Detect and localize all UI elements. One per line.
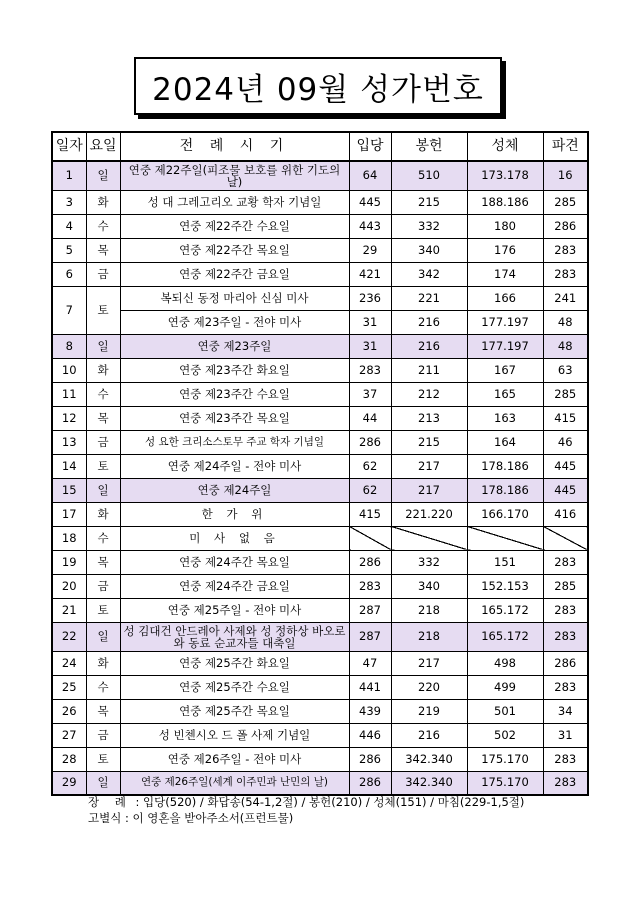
- rite-cell: 연중 제23주간 화요일: [120, 358, 349, 382]
- table-row: [52, 526, 588, 550]
- header-communion: 성체: [467, 132, 543, 161]
- table-row: [52, 358, 588, 382]
- day-cell: 29: [52, 771, 86, 795]
- entrance-cell: 287: [349, 622, 391, 651]
- offertory-cell: 219: [391, 699, 467, 723]
- table-row: [52, 406, 588, 430]
- day-cell: 14: [52, 454, 86, 478]
- weekday-cell: 토: [86, 454, 120, 478]
- header-row: [52, 132, 588, 161]
- weekday-cell: 토: [86, 747, 120, 771]
- header-weekday: 요일: [86, 132, 120, 161]
- weekday-cell: 일: [86, 771, 120, 795]
- rite-cell: 연중 제25주일 - 전야 미사: [120, 598, 349, 622]
- day-cell: 12: [52, 406, 86, 430]
- header-dismissal: 파견: [543, 132, 588, 161]
- communion-cell: 164: [467, 430, 543, 454]
- entrance-cell: 286: [349, 430, 391, 454]
- dismissal-cell: 283: [543, 262, 588, 286]
- day-cell: 28: [52, 747, 86, 771]
- day-cell: 22: [52, 622, 86, 651]
- rite-cell: 연중 제23주간 목요일: [120, 406, 349, 430]
- offertory-cell: 216: [391, 310, 467, 334]
- weekday-cell: 일: [86, 478, 120, 502]
- dismissal-cell: 285: [543, 382, 588, 406]
- communion-cell: 502: [467, 723, 543, 747]
- weekday-cell: 금: [86, 262, 120, 286]
- communion-cell: 152.153: [467, 574, 543, 598]
- communion-cell: 175.170: [467, 747, 543, 771]
- dismissal-cell: 16: [543, 161, 588, 190]
- communion-cell: 166: [467, 286, 543, 310]
- communion-cell: 177.197: [467, 334, 543, 358]
- dismissal-cell: 445: [543, 454, 588, 478]
- communion-cell: 176: [467, 238, 543, 262]
- offertory-cell: 215: [391, 190, 467, 214]
- entrance-cell: 62: [349, 478, 391, 502]
- rite-cell: 성 빈첸시오 드 폴 사제 기념일: [120, 723, 349, 747]
- entrance-cell: 286: [349, 550, 391, 574]
- offertory-cell: 215: [391, 430, 467, 454]
- page-title: 2024년 09월 성가번호: [152, 71, 484, 108]
- entrance-cell: 37: [349, 382, 391, 406]
- communion-cell: 174: [467, 262, 543, 286]
- communion-cell: 165.172: [467, 622, 543, 651]
- dismissal-cell: 63: [543, 358, 588, 382]
- entrance-cell: 286: [349, 747, 391, 771]
- weekday-cell: 수: [86, 526, 120, 550]
- offertory-cell: 510: [391, 161, 467, 190]
- rite-cell: 연중 제26주일(세계 이주민과 난민의 날): [120, 771, 349, 795]
- day-cell: 1: [52, 161, 86, 190]
- communion-cell: 178.186: [467, 454, 543, 478]
- offertory-cell: 212: [391, 382, 467, 406]
- communion-cell: 501: [467, 699, 543, 723]
- day-cell: 19: [52, 550, 86, 574]
- entrance-cell: 44: [349, 406, 391, 430]
- dismissal-cell: 46: [543, 430, 588, 454]
- dismissal-cell: 283: [543, 622, 588, 651]
- day-cell: 25: [52, 675, 86, 699]
- weekday-cell: 목: [86, 550, 120, 574]
- communion-cell: 151: [467, 550, 543, 574]
- table-row: [52, 723, 588, 747]
- rite-cell: 연중 제23주간 수요일: [120, 382, 349, 406]
- table-row: [52, 262, 588, 286]
- rite-cell: 연중 제24주일 - 전야 미사: [120, 454, 349, 478]
- day-cell: 26: [52, 699, 86, 723]
- offertory-cell: 217: [391, 478, 467, 502]
- day-cell: 20: [52, 574, 86, 598]
- footer-farewell-label: 고별식: [88, 811, 122, 825]
- table-row: [52, 334, 588, 358]
- communion-cell: 173.178: [467, 161, 543, 190]
- rite-cell: 연중 제22주간 금요일: [120, 262, 349, 286]
- day-cell: 5: [52, 238, 86, 262]
- table-row: [52, 651, 588, 675]
- dismissal-cell: 285: [543, 190, 588, 214]
- entrance-cell: 31: [349, 310, 391, 334]
- dismissal-cell: 283: [543, 598, 588, 622]
- table-row: [52, 161, 588, 190]
- day-cell: 15: [52, 478, 86, 502]
- offertory-cell: 340: [391, 238, 467, 262]
- entrance-cell: 445: [349, 190, 391, 214]
- day-cell: 21: [52, 598, 86, 622]
- day-cell: 7: [52, 286, 86, 334]
- header-rite: 전 례 시 기: [120, 132, 349, 161]
- weekday-cell: 화: [86, 190, 120, 214]
- rite-cell: 복되신 동정 마리아 신심 미사: [120, 286, 349, 310]
- empty-cell: [349, 526, 391, 550]
- entrance-cell: 47: [349, 651, 391, 675]
- offertory-cell: 332: [391, 214, 467, 238]
- weekday-cell: 목: [86, 238, 120, 262]
- rite-cell: 연중 제23주일: [120, 334, 349, 358]
- hymn-table: [51, 131, 589, 796]
- empty-cell: [467, 526, 543, 550]
- communion-cell: 175.170: [467, 771, 543, 795]
- table-row: [52, 675, 588, 699]
- entrance-cell: 283: [349, 358, 391, 382]
- dismissal-cell: 285: [543, 574, 588, 598]
- weekday-cell: 금: [86, 723, 120, 747]
- dismissal-cell: 48: [543, 334, 588, 358]
- entrance-cell: 287: [349, 598, 391, 622]
- entrance-cell: 64: [349, 161, 391, 190]
- dismissal-cell: 416: [543, 502, 588, 526]
- offertory-cell: 216: [391, 723, 467, 747]
- table-row: [52, 699, 588, 723]
- rite-cell: 연중 제24주간 금요일: [120, 574, 349, 598]
- entrance-cell: 236: [349, 286, 391, 310]
- offertory-cell: 211: [391, 358, 467, 382]
- entrance-cell: 421: [349, 262, 391, 286]
- offertory-cell: 220: [391, 675, 467, 699]
- rite-cell: 연중 제23주일 - 전야 미사: [120, 310, 349, 334]
- empty-cell: [391, 526, 467, 550]
- rite-cell: 성 요한 크리소스토무 주교 학자 기념일: [120, 430, 349, 454]
- weekday-cell: 일: [86, 622, 120, 651]
- table-row: [52, 430, 588, 454]
- communion-cell: 498: [467, 651, 543, 675]
- empty-cell: [543, 526, 588, 550]
- weekday-cell: 수: [86, 214, 120, 238]
- table-row: [52, 478, 588, 502]
- rite-cell: 연중 제25주간 화요일: [120, 651, 349, 675]
- dismissal-cell: 283: [543, 238, 588, 262]
- table-row: [52, 598, 588, 622]
- entrance-cell: 443: [349, 214, 391, 238]
- table-row: [52, 238, 588, 262]
- footer-ordinary-label: 장 례: [88, 795, 132, 809]
- entrance-cell: 283: [349, 574, 391, 598]
- table-row: [52, 622, 588, 651]
- offertory-cell: 216: [391, 334, 467, 358]
- entrance-cell: 441: [349, 675, 391, 699]
- day-cell: 24: [52, 651, 86, 675]
- rite-cell: 연중 제25주간 목요일: [120, 699, 349, 723]
- offertory-cell: 340: [391, 574, 467, 598]
- offertory-cell: 217: [391, 651, 467, 675]
- offertory-cell: 221.220: [391, 502, 467, 526]
- header-entrance: 입당: [349, 132, 391, 161]
- table-row: [52, 502, 588, 526]
- offertory-cell: 342: [391, 262, 467, 286]
- day-cell: 13: [52, 430, 86, 454]
- rite-cell: 성 김대건 안드레아 사제와 성 정하상 바오로와 동료 순교자들 대축일: [120, 622, 349, 651]
- table-row: [52, 286, 588, 310]
- table-row: [52, 310, 588, 334]
- dismissal-cell: 34: [543, 699, 588, 723]
- entrance-cell: 29: [349, 238, 391, 262]
- entrance-cell: 62: [349, 454, 391, 478]
- communion-cell: 180: [467, 214, 543, 238]
- table-row: [52, 550, 588, 574]
- weekday-cell: 수: [86, 382, 120, 406]
- table-row: [52, 747, 588, 771]
- footer-ordinary-text: : 입당(520) / 화답송(54-1,2절) / 봉헌(210) / 성체(151) / 마침(229-1,5절): [135, 795, 525, 809]
- header-day: 일자: [52, 132, 86, 161]
- day-cell: 6: [52, 262, 86, 286]
- communion-cell: 178.186: [467, 478, 543, 502]
- day-cell: 3: [52, 190, 86, 214]
- dismissal-cell: 286: [543, 214, 588, 238]
- table-row: [52, 382, 588, 406]
- offertory-cell: 221: [391, 286, 467, 310]
- weekday-cell: 목: [86, 699, 120, 723]
- entrance-cell: 439: [349, 699, 391, 723]
- dismissal-cell: 48: [543, 310, 588, 334]
- table-row: [52, 574, 588, 598]
- offertory-cell: 218: [391, 622, 467, 651]
- day-cell: 18: [52, 526, 86, 550]
- entrance-cell: 415: [349, 502, 391, 526]
- weekday-cell: 화: [86, 651, 120, 675]
- rite-cell: 성 대 그레고리오 교황 학자 기념일: [120, 190, 349, 214]
- dismissal-cell: 283: [543, 771, 588, 795]
- entrance-cell: 446: [349, 723, 391, 747]
- entrance-cell: 31: [349, 334, 391, 358]
- weekday-cell: 금: [86, 574, 120, 598]
- rite-cell: 연중 제24주간 목요일: [120, 550, 349, 574]
- day-cell: 17: [52, 502, 86, 526]
- offertory-cell: 213: [391, 406, 467, 430]
- communion-cell: 166.170: [467, 502, 543, 526]
- communion-cell: 177.197: [467, 310, 543, 334]
- dismissal-cell: 286: [543, 651, 588, 675]
- dismissal-cell: 445: [543, 478, 588, 502]
- weekday-cell: 토: [86, 598, 120, 622]
- offertory-cell: 218: [391, 598, 467, 622]
- rite-cell: 연중 제22주간 수요일: [120, 214, 349, 238]
- day-cell: 27: [52, 723, 86, 747]
- day-cell: 11: [52, 382, 86, 406]
- offertory-cell: 342.340: [391, 771, 467, 795]
- communion-cell: 165.172: [467, 598, 543, 622]
- rite-cell: 미 사 없 음: [120, 526, 349, 550]
- table-row: [52, 190, 588, 214]
- dismissal-cell: 283: [543, 747, 588, 771]
- entrance-cell: 286: [349, 771, 391, 795]
- offertory-cell: 217: [391, 454, 467, 478]
- weekday-cell: 금: [86, 430, 120, 454]
- table-row: [52, 214, 588, 238]
- footer-farewell-text: : 이 영혼을 받아주소서(프런트물): [124, 811, 294, 825]
- offertory-cell: 332: [391, 550, 467, 574]
- day-cell: 4: [52, 214, 86, 238]
- rite-cell: 연중 제25주간 수요일: [120, 675, 349, 699]
- dismissal-cell: 283: [543, 550, 588, 574]
- weekday-cell: 화: [86, 502, 120, 526]
- communion-cell: 165: [467, 382, 543, 406]
- table-row: [52, 454, 588, 478]
- day-cell: 10: [52, 358, 86, 382]
- communion-cell: 499: [467, 675, 543, 699]
- rite-cell: 연중 제24주일: [120, 478, 349, 502]
- header-offertory: 봉헌: [391, 132, 467, 161]
- weekday-cell: 일: [86, 334, 120, 358]
- dismissal-cell: 31: [543, 723, 588, 747]
- rite-cell: 한 가 위: [120, 502, 349, 526]
- weekday-cell: 목: [86, 406, 120, 430]
- offertory-cell: 342.340: [391, 747, 467, 771]
- title-box: [134, 57, 502, 115]
- rite-cell: 연중 제26주일 - 전야 미사: [120, 747, 349, 771]
- rite-cell: 연중 제22주간 목요일: [120, 238, 349, 262]
- communion-cell: 163: [467, 406, 543, 430]
- day-cell: 8: [52, 334, 86, 358]
- footer-farewell: [88, 810, 608, 826]
- dismissal-cell: 241: [543, 286, 588, 310]
- weekday-cell: 토: [86, 286, 120, 334]
- dismissal-cell: 283: [543, 675, 588, 699]
- weekday-cell: 일: [86, 161, 120, 190]
- communion-cell: 188.186: [467, 190, 543, 214]
- dismissal-cell: 415: [543, 406, 588, 430]
- weekday-cell: 화: [86, 358, 120, 382]
- communion-cell: 167: [467, 358, 543, 382]
- footer-ordinary: [88, 794, 608, 810]
- rite-cell: 연중 제22주일(피조물 보호를 위한 기도의 날): [120, 161, 349, 190]
- weekday-cell: 수: [86, 675, 120, 699]
- table-row: [52, 771, 588, 795]
